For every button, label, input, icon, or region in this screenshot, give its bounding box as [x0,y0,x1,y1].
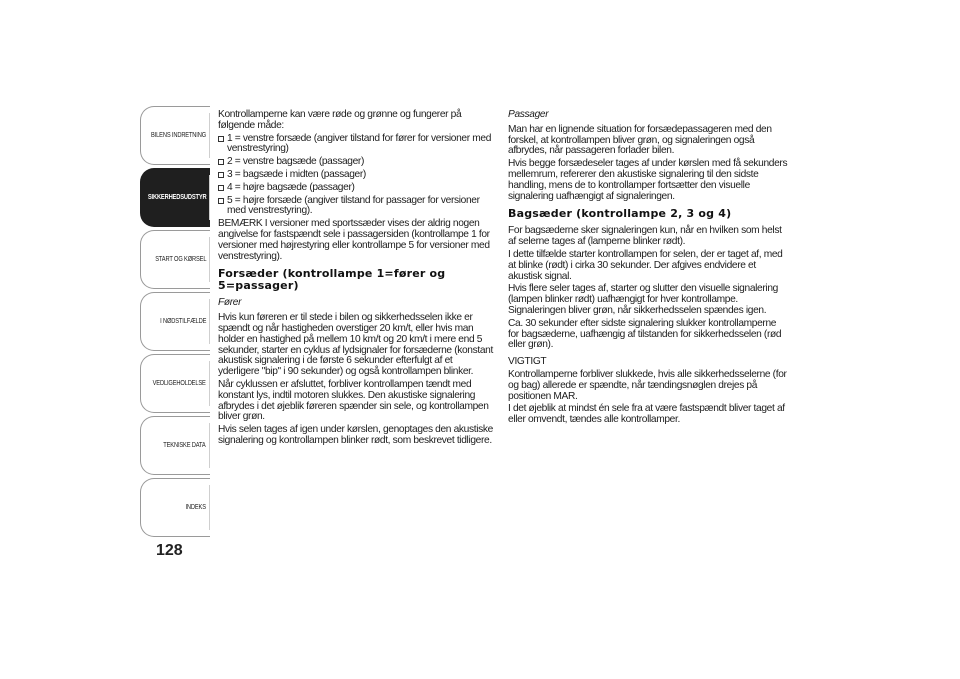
paragraph: Hvis selen tages af igen under kørslen, genoptages den akustiske signalering og kontrollampen blinker rødt, som beskrevet tidligere. [218,424,493,446]
tab-label: BILENS INDRETNING [151,132,206,139]
subheading: Fører [218,297,242,309]
list-item-text: 3 = bagsæde i midten (passager) [227,168,366,180]
tab-sikkerhedsudstyr[interactable] [140,168,210,227]
list-item [218,196,494,218]
tab-tekniske-data[interactable] [140,416,210,475]
tab-label: START OG KØRSEL [154,256,206,263]
note-paragraph: BEMÆRK I versioner med sportssæder vises der aldrig nogen angivelse for fastspændt sele i passagersiden (kontrollampe 1 for versioner med højrestyring eller kontrollampe 5 for versioner med venstrestyring). [218,218,490,262]
right-column [508,110,788,428]
paragraph: I dette tilfælde starter kontrollampen for selen, der er taget af, med at blinke (rødt) i cirka 30 sekunder. Der afgives endvidere et akustisk signal. [508,248,783,282]
tab-bilens-indretning[interactable] [140,106,210,165]
list-item-text: 5 = højre forsæde (angiver tilstand for passager for versioner med venstrestyring). [227,194,480,217]
list-item [218,183,494,194]
checkbox-bullet-icon [218,159,224,165]
checkbox-bullet-icon [218,198,224,204]
subheading: Passager [508,109,549,120]
left-column [218,110,494,449]
tab-label: SIKKERHEDSUDSTYR [147,194,206,201]
paragraph: Kontrollamperne forbliver slukkede, hvis alle sikkerhedsselerne (for og bag) allerede er spændte, når tændingsnøglen drejes på positionen MAR. [508,368,787,402]
list-item [218,170,494,181]
paragraph: Hvis kun føreren er til stede i bilen og sikkerhedsselen ikke er spændt og når hastigheden overstiger 20 km/t, eller hvis man holder en hastighed på mellem 10 km/t og 20 km/t i mere end 5 sekunder, starter en cyklus af lydsignaler for forsæderne (konstant akustisk signalering i de første 6 sekunder efterfulgt af et yderligere "bip" i 90 sekunder) og også kontrollampen blinker. [218,312,493,378]
section-heading: Forsæder (kontrollampe 1=fører og 5=passager) [218,267,446,293]
tab-vedligeholdelse[interactable] [140,354,210,413]
important-label: VIGTIGT [508,356,547,368]
paragraph: I det øjeblik at mindst én sele fra at være fastspændt bliver taget af eller omvendt, tændes alle kontrollamper. [508,403,785,426]
tab-indeks[interactable] [140,478,210,537]
list-item [218,157,494,168]
tab-i-nodstilfaelde[interactable] [140,292,210,351]
checkbox-bullet-icon [218,185,224,191]
section-heading: Bagsæder (kontrollampe 2, 3 og 4) [508,207,732,221]
paragraph: Man har en lignende situation for forsædepassageren med den forskel, at kontrollampen bliver grøn, og signaleringen også afbrydes, når passageren forlader bilen. [508,123,772,157]
paragraph: Ca. 30 sekunder efter sidste signalering slukker kontrollamperne for bagsæderne, uafhængig af tilstanden for sikkerhedsselen (rød eller grøn). [508,317,782,351]
list-item-text: 2 = venstre bagsæde (passager) [227,156,365,168]
list-item [218,134,494,156]
paragraph: Når cyklussen er afsluttet, forbliver kontrollampen tændt med konstant lys, indtil motoren slukkes. Den akustiske signalering afbrydes i det øjeblik føreren spænder sin sele, og kontrollampen bliver grøn. [218,378,489,423]
list-item-text: 4 = højre bagsæde (passager) [227,181,355,193]
intro-paragraph: Kontrollamperne kan være røde og grønne og fungerer på følgende måde: [218,109,462,131]
list-item-text: 1 = venstre forsæde (angiver tilstand for fører for versioner med venstrestyring) [227,132,492,155]
checkbox-bullet-icon [218,136,224,142]
paragraph: For bagsæderne sker signaleringen kun, når en hvilken som helst af selerne tages af (lamperne blinker rødt). [508,225,782,248]
tab-label: I NØDSTILFÆLDE [159,318,206,325]
checkbox-bullet-icon [218,172,224,178]
paragraph: Hvis begge forsædeseler tages af under kørslen med få sekunders mellemrum, refererer den akustiske signalering til den sidste handling, mens de to kontrollamper fortsætter den visuelle signalering uafhængigt af signaleringen. [508,158,788,202]
page-number: 128 [156,542,183,559]
paragraph: Hvis flere seler tages af, starter og slutter den visuelle signalering (lampen blinker rødt) uafhængigt for hver kontrollampe. Signaleringen bliver grøn, når sikkerhedsselen spændes igen. [508,283,778,316]
tab-label: VEDLIGEHOLDELSE [152,380,206,387]
tab-label: INDEKS [185,504,206,511]
tab-label: TEKNISKE DATA [163,442,206,449]
tab-start-og-korsel[interactable] [140,230,210,289]
chapter-tabs [140,106,210,540]
